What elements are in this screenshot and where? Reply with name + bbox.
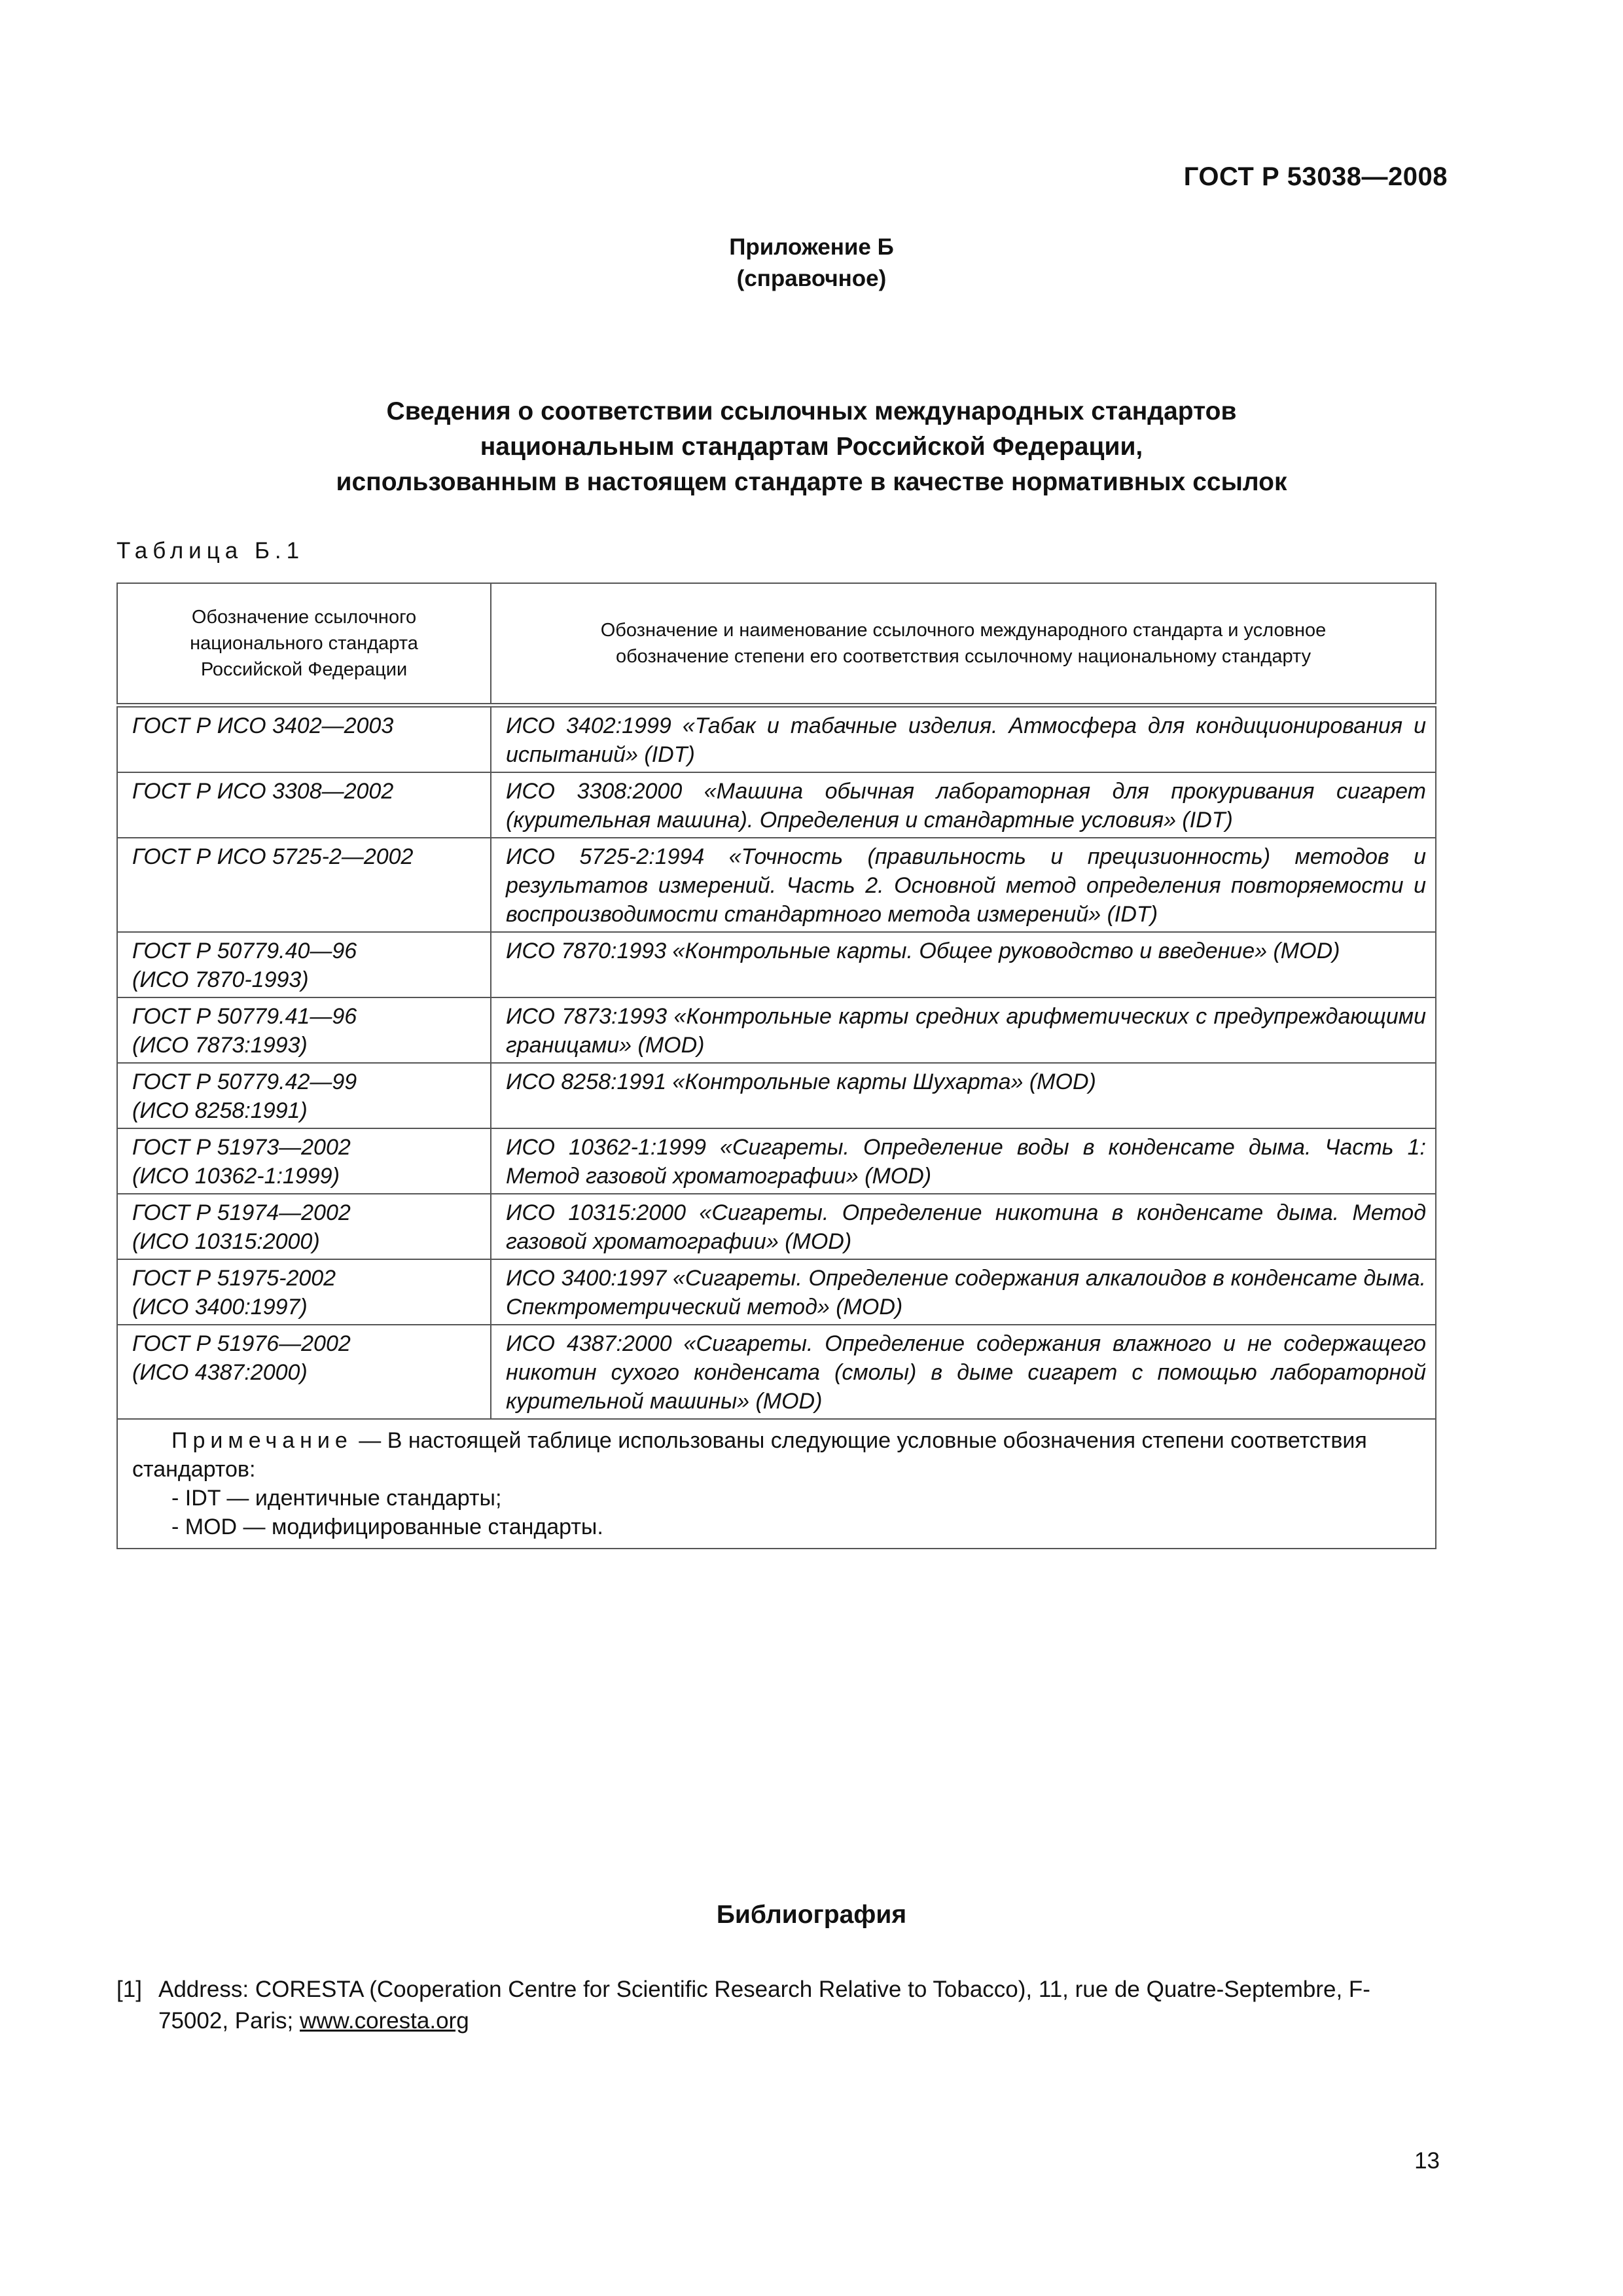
national-iso-code: (ИСО 8258:1991)	[132, 1098, 308, 1123]
appendix-title: Приложение Б	[729, 234, 894, 260]
main-title-line: Сведения о соответствии ссылочных международных стандартов	[386, 397, 1237, 425]
reference-table	[116, 583, 1436, 1549]
table-row	[117, 1128, 1436, 1194]
national-standard-cell	[117, 706, 491, 773]
table-header-row	[117, 583, 1436, 706]
national-iso-code: (ИСО 4387:2000)	[132, 1360, 308, 1385]
international-standard-cell: ИСО 3402:1999 «Табак и табачные изделия. Атмосфера для кондиционирования и испытаний» (IDT)	[491, 706, 1436, 773]
bibliography-text	[116, 1974, 1438, 2037]
header-international-standard	[491, 583, 1436, 706]
bibliography-address: Address: CORESTA (Cooperation Centre for Scientific Research Relative to Tobacco), 11, rue de Quatre-Septembre, F-75002, Paris;	[158, 1977, 1370, 2034]
national-iso-code: (ИСО 10362-1:1999)	[132, 1164, 340, 1189]
page-number: 13	[1414, 2148, 1440, 2174]
national-standard-cell	[117, 997, 491, 1063]
table-note	[117, 1419, 1436, 1549]
table-note-row	[117, 1419, 1436, 1549]
appendix-heading	[0, 232, 1623, 295]
table-caption: Таблица Б.1	[116, 538, 305, 564]
note-body: — В настоящей таблице использованы следующие условные обозначения степени соответствия стандартов:	[132, 1428, 1367, 1482]
table-row	[117, 1063, 1436, 1128]
table-row	[117, 706, 1436, 773]
international-standard-cell: ИСО 3400:1997 «Сигареты. Определение содержания алкалоидов в конденсате дыма. Спектрометрический метод» (MOD)	[491, 1259, 1436, 1325]
note-item-mod: - MOD — модифицированные стандарты.	[171, 1515, 603, 1539]
national-code: ГОСТ Р ИСО 3308—2002	[132, 779, 394, 804]
national-code: ГОСТ Р 51975-2002	[132, 1266, 336, 1291]
national-standard-cell	[117, 772, 491, 838]
table-row	[117, 1194, 1436, 1259]
national-iso-code: (ИСО 3400:1997)	[132, 1295, 308, 1319]
national-standard-cell	[117, 1259, 491, 1325]
national-standard-cell	[117, 1063, 491, 1128]
main-title-line: использованным в настоящем стандарте в качестве нормативных ссылок	[336, 468, 1287, 496]
header-text: обозначение степени его соответствия ссылочному национальному стандарту	[615, 646, 1311, 667]
international-standard-cell: ИСО 10315:2000 «Сигареты. Определение никотина в конденсате дыма. Метод газовой хроматографии» (MOD)	[491, 1194, 1436, 1259]
international-standard-cell: ИСО 7873:1993 «Контрольные карты средних арифметических с предупреждающими границами» (MOD)	[491, 997, 1436, 1063]
national-iso-code: (ИСО 10315:2000)	[132, 1229, 320, 1254]
note-label: Примечание	[171, 1428, 353, 1453]
international-standard-cell: ИСО 7870:1993 «Контрольные карты. Общее руководство и введение» (MOD)	[491, 932, 1436, 997]
international-standard-cell: ИСО 3308:2000 «Машина обычная лабораторная для прокуривания сигарет (курительная машина). Определения и стандартные условия» (IDT)	[491, 772, 1436, 838]
national-standard-cell	[117, 1128, 491, 1194]
header-text: Обозначение и наименование ссылочного международного стандарта и условное	[600, 620, 1327, 641]
note-item-idt: - IDT — идентичные стандарты;	[171, 1486, 502, 1511]
table-row	[117, 932, 1436, 997]
international-standard-cell: ИСО 8258:1991 «Контрольные карты Шухарта» (MOD)	[491, 1063, 1436, 1128]
header-national-standard	[117, 583, 491, 706]
table-row	[117, 1259, 1436, 1325]
national-code: ГОСТ Р 50779.40—96	[132, 939, 357, 963]
main-title-line: национальным стандартам Российской Федерации,	[480, 433, 1143, 461]
main-title	[0, 394, 1623, 500]
national-code: ГОСТ Р 50779.42—99	[132, 1069, 357, 1094]
table-row	[117, 838, 1436, 932]
national-iso-code: (ИСО 7873:1993)	[132, 1033, 308, 1058]
national-iso-code: (ИСО 7870-1993)	[132, 967, 309, 992]
national-code: ГОСТ Р 51973—2002	[132, 1135, 351, 1160]
national-code: ГОСТ Р 50779.41—96	[132, 1004, 357, 1029]
appendix-subtitle: (справочное)	[736, 266, 887, 291]
national-code: ГОСТ Р 51976—2002	[132, 1331, 351, 1356]
national-code: ГОСТ Р 51974—2002	[132, 1200, 351, 1225]
national-standard-cell	[117, 838, 491, 932]
bibliography-entry	[116, 1974, 1438, 2037]
table-row	[117, 772, 1436, 838]
coresta-link[interactable]: www.coresta.org	[299, 2008, 469, 2034]
international-standard-cell: ИСО 10362-1:1999 «Сигареты. Определение воды в конденсате дыма. Часть 1: Метод газовой хроматографии» (MOD)	[491, 1128, 1436, 1194]
note-text	[132, 1426, 1422, 1484]
national-standard-cell	[117, 1325, 491, 1419]
header-text: национального стандарта	[190, 633, 418, 654]
table-row	[117, 1325, 1436, 1419]
table-row	[117, 997, 1436, 1063]
national-standard-cell	[117, 932, 491, 997]
bibliography-number: [1]	[116, 1977, 142, 2002]
national-standard-cell	[117, 1194, 491, 1259]
international-standard-cell: ИСО 4387:2000 «Сигареты. Определение содержания влажного и не содержащего никотин сухого конденсата (смолы) в дыме сигарет с помощью лабораторной курительной машины» (MOD)	[491, 1325, 1436, 1419]
header-text: Обозначение ссылочного	[191, 607, 417, 628]
national-code: ГОСТ Р ИСО 5725-2—2002	[132, 844, 414, 869]
national-code: ГОСТ Р ИСО 3402—2003	[132, 713, 394, 738]
bibliography-title: Библиография	[716, 1901, 907, 1929]
header-text: Российской Федерации	[200, 659, 408, 680]
international-standard-cell: ИСО 5725-2:1994 «Точность (правильность и прецизионность) методов и результатов измерений. Часть 2. Основной метод определения повторяемости и воспроизводимости стандартного метода измерений» (IDT)	[491, 838, 1436, 932]
document-id: ГОСТ Р 53038—2008	[1183, 162, 1448, 191]
